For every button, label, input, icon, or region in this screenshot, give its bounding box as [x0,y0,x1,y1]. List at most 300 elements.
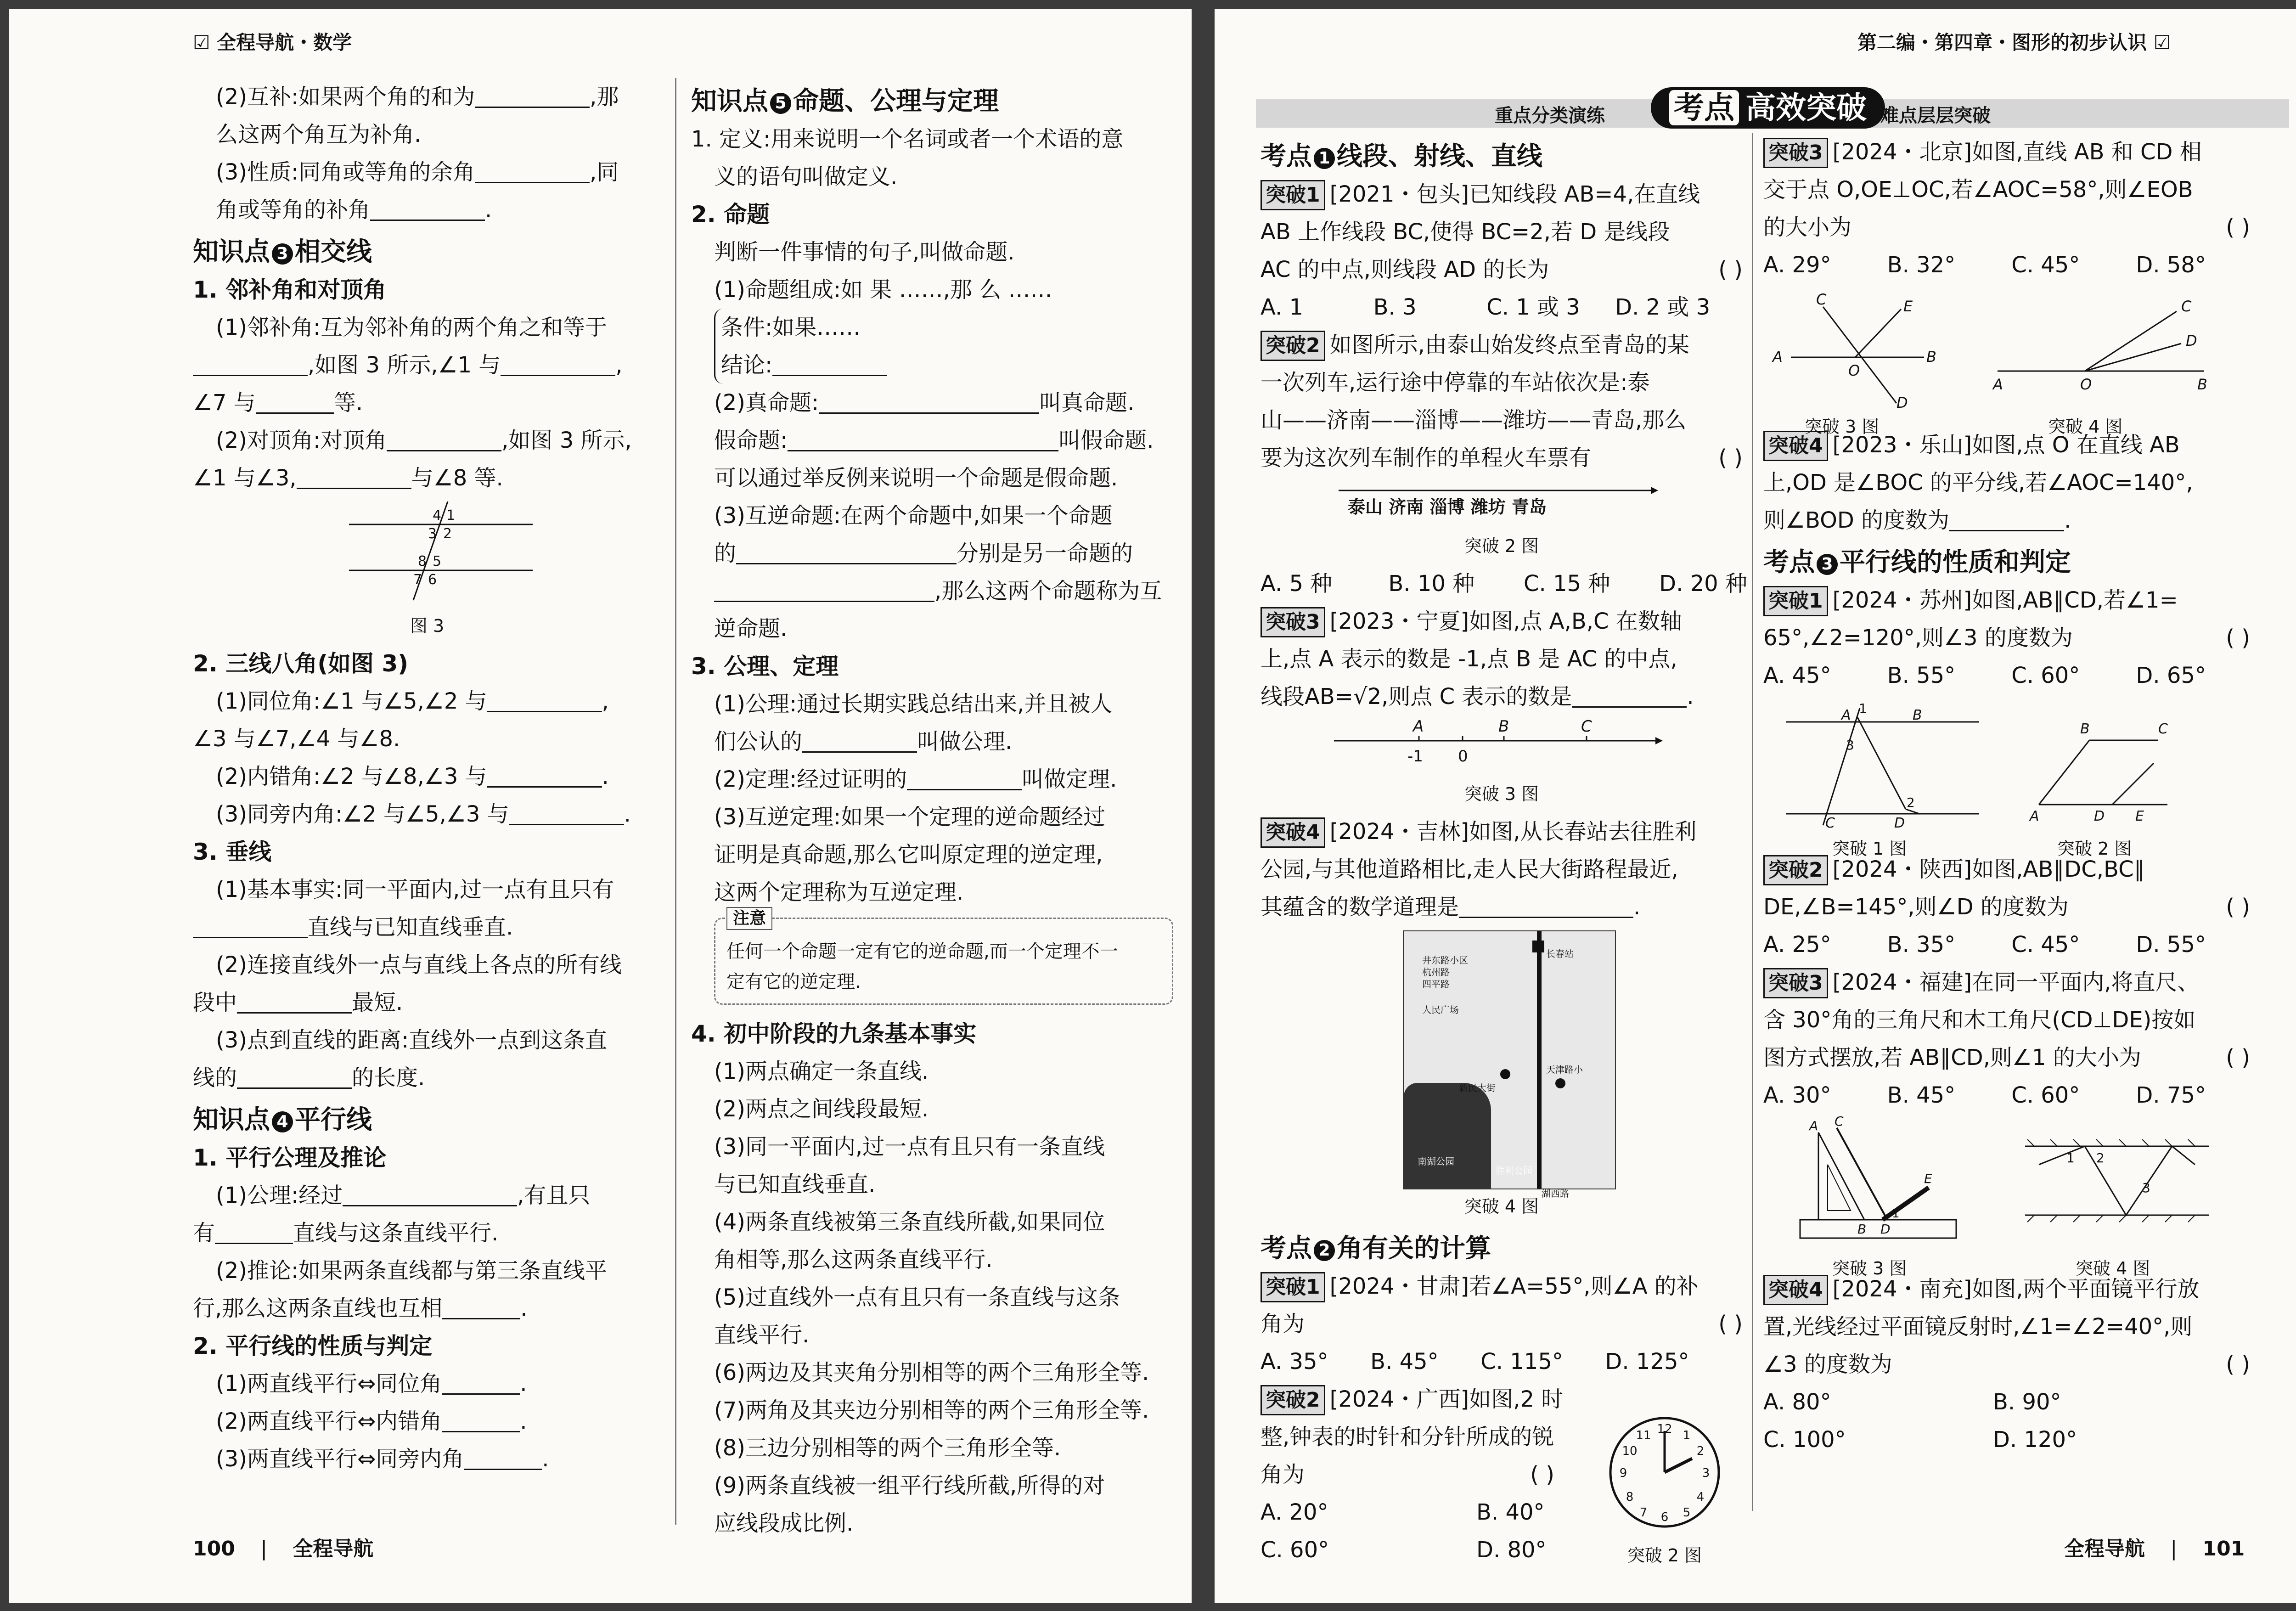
svg-text:9: 9 [1619,1466,1627,1480]
text-line: [2024・广西]如图,2 时 [1329,1386,1564,1412]
text-line: ,如图 3 所示, [501,428,632,453]
svg-text:0: 0 [1458,747,1468,766]
text-line: 逆命题. [714,616,788,642]
text-line: [2024・苏州]如图,AB∥CD,若∠1= [1832,587,2178,613]
text-line: 置,光线经过平面镜反射时,∠1=∠2=40°,则 [1763,1314,2193,1340]
text-line: 直线与已知直线垂直. [308,914,513,940]
svg-text:5: 5 [433,553,442,569]
section-heading-kp4 [193,1101,661,1139]
answer-blank [193,352,308,376]
text-line: ,同 [590,159,619,185]
page-number: 100 [193,1537,235,1560]
text-line: [2024・福建]在同一平面内,将直尺、 [1832,969,2200,995]
text-line: 么这两个角互为补角. [216,122,422,147]
answer-blank [487,763,602,788]
text-line: 交于点 O,OE⊥OC,若∠AOC=58°,则∠EOB [1763,177,2193,203]
options: A. 35° B. 45° C. 115° D. 125° [1261,1349,1689,1374]
text-line: ,如图 3 所示,∠1 与 [308,352,501,378]
brace-block [714,309,1173,384]
text-line: 一次列车,运行途中停靠的车站依次是:泰 [1261,370,1650,395]
text-line: 65°,∠2=120°,则∠3 的度数为 [1763,625,2073,651]
problem-tag: 突破2 [1763,855,1828,885]
subheading: 3. 公理、定理 [691,653,839,680]
section-heading-kp3 [193,233,661,271]
text-line: (3)性质:同角或等角的余角 [216,159,475,185]
problem-tag: 突破1 [1261,1272,1325,1302]
text-line: 山——济南——淄博——潍坊——青岛,那么 [1261,407,1687,433]
station-label: 济南 [1389,497,1424,517]
svg-text:8: 8 [1626,1490,1634,1504]
svg-text:A: A [1809,1118,1818,1133]
text-line: 判断一件事情的句子,叫做命题. [714,239,1015,265]
station-label: 淄博 [1429,497,1465,517]
svg-text:6: 6 [428,572,437,588]
answer-blank [714,578,934,602]
svg-text:C: C [1835,1114,1844,1129]
answer-paren: ( ) [2226,625,2250,651]
options: A. 5 种 B. 10 种 C. 15 种 D. 20 种 [1261,571,1747,597]
section-banner [1256,83,2289,133]
text-line: (3)两直线平行⇔同旁内角 [216,1446,464,1472]
section-heading-kd1 [1261,138,1743,175]
footer-title: 全程导航 [2064,1537,2145,1560]
option: C. 100° [1763,1427,1846,1453]
svg-text:7: 7 [413,572,422,588]
svg-text:C: C [2158,721,2168,737]
answer-blank [237,1065,352,1089]
options: A. 29° B. 32° C. 45° D. 58° [1763,252,2206,278]
main-street [1537,931,1542,1189]
kp-number: 5 [770,93,791,114]
text-line: 行,那么这两条直线也互相 [193,1296,443,1321]
answer-blank [297,465,411,489]
text-line: ∠3 的度数为 [1763,1352,1892,1377]
answer-blank [256,389,334,414]
text-line: 这两个定理称为互逆定理. [714,879,964,905]
text-line: [2023・乐山]如图,点 O 在直线 AB [1832,432,2180,458]
left-column-2 [691,78,1173,1542]
right-running-header [1857,28,2171,55]
station-label: 泰山 [1348,497,1383,517]
number-line-diagram [1334,715,1665,775]
text-line: [2024・南充]如图,两个平面镜平行放 [1832,1276,2200,1302]
map-label: 南湖公园 [1418,1156,1454,1167]
r3-r4-figures [1763,284,2250,437]
text-line: (5)过直线外一点有且只有一条直线与这条 [714,1284,1120,1310]
svg-text:C: C [1816,291,1827,308]
text-line: ,有且只 [517,1183,591,1208]
text-line: (3)互逆定理:如果一个定理的逆命题经过 [714,804,1106,830]
problem-tag: 突破2 [1261,331,1325,361]
text-line: (2)内错角:∠2 与∠8,∠3 与 [216,764,487,789]
text-line: ,那么这两个命题称为互 [934,578,1162,604]
text-line: (1)两直线平行⇔同位角 [216,1371,442,1397]
subheading: 3. 垂线 [193,839,272,865]
footer-title: 全程导航 [293,1537,374,1560]
text-line: (3)同一平面内,过一点有且只有一条直线 [714,1134,1105,1160]
kd-label: 考点 [1763,547,1815,577]
subheading: 2. 三线八角(如图 3) [193,650,409,677]
svg-text:B: B [2197,376,2207,393]
answer-blank [442,1370,520,1395]
options: A. 45° B. 55° C. 60° D. 65° [1763,663,2206,688]
text-line: 如图所示,由泰山始发终点至青岛的某 [1329,332,1689,358]
answer-blank [1572,683,1687,708]
svg-text:10: 10 [1622,1444,1638,1458]
answer-blank [907,766,1022,790]
text-line: 分别是另一命题的 [957,541,1133,566]
kd-label: 考点 [1261,141,1312,171]
problem-tag: 突破4 [1763,431,1828,461]
figure-caption: 突破 2 图 [1464,536,1539,556]
text-line: 叫假命题. [1058,428,1154,453]
city-map-figure [1261,930,1743,1199]
text-line: (1)邻补角:互为邻补角的两个角之和等于 [216,315,608,340]
text-line: 其蕴含的数学道理是 [1261,894,1459,920]
kd-title: 线段、射线、直线 [1337,141,1542,171]
text-line: ,那 [590,84,619,110]
text-line: 叫真命题. [1039,390,1135,416]
answer-paren: ( ) [1718,445,1743,471]
text-line: (2)推论:如果两条直线都与第三条直线平 [216,1258,608,1284]
answer-blank [442,1295,520,1319]
figure-caption: 突破 3 图 [1832,1258,1907,1279]
train-route-figure [1261,477,1743,527]
answer-paren: ( ) [2226,1045,2250,1070]
text-line: (1)公理:通过长期实践总结出来,并且被人 [714,691,1113,717]
answer-blank [343,1182,517,1206]
text-line: 公园,与其他道路相比,走人民大街路程最近, [1261,856,1678,882]
subheading: 1. 邻补角和对顶角 [193,276,387,303]
svg-text:1: 1 [1859,701,1867,716]
map-pin-icon [1500,1069,1510,1079]
problem-tag: 突破2 [1261,1385,1325,1415]
option: D. 120° [1993,1427,2077,1453]
answer-blank [736,540,957,564]
text-line: (6)两边及其夹角分别相等的两个三角形全等. [714,1360,1149,1386]
kd-number: 2 [1314,1240,1335,1261]
map-label: 长春站 [1546,948,1574,959]
text-line: 叫做定理. [1022,766,1117,792]
map-labels [1422,954,1468,1016]
text-line: 应线段成比例. [714,1510,854,1536]
kp-label: 知识点 [691,86,768,116]
left-page [9,9,1192,1603]
map-label: 新民大街 [1459,1082,1496,1093]
svg-text:B: B [1926,348,1936,366]
text-line: 有 [193,1220,215,1246]
svg-text:B: B [1913,707,1922,723]
answer-blank [501,352,615,376]
svg-text:2: 2 [1696,1444,1705,1458]
intersecting-lines-diagram [1773,288,1938,411]
answer-blank [387,427,501,451]
text-line: 等. [333,390,363,416]
banner-title [1651,87,1885,129]
answer-paren: ( ) [1530,1462,1554,1487]
banner-key: 考点 [1669,90,1739,125]
problem-tag: 突破1 [1261,180,1325,210]
problem-tag: 突破3 [1261,607,1325,637]
svg-text:D: D [2186,332,2197,349]
option: B. 90° [1993,1389,2061,1415]
note-text: 任何一个命题一定有它的逆命题,而一个定理不一 [726,941,1118,962]
option: A. 20° [1261,1499,1328,1525]
svg-text:A: A [1841,707,1851,723]
clock-icon [1605,1413,1724,1532]
svg-text:D: D [2094,808,2105,824]
s1-s2-figures [1763,694,2250,859]
left-running-header [193,28,352,55]
answer-blank [509,801,624,825]
svg-text:3: 3 [428,526,437,542]
svg-text:1: 1 [1892,1207,1900,1221]
answer-paren: ( ) [2226,894,2250,920]
station-marker-icon [1532,941,1544,952]
text-line: 的长度. [352,1065,425,1091]
answer-blank [237,989,352,1014]
svg-text:2: 2 [443,526,452,542]
text-line: ∠1 与∠3, [193,465,297,491]
checkbox-icon: ☑ [193,31,210,54]
figure-caption: 突破 4 图 [1464,1196,1539,1217]
map-label: 井东路小区 [1422,955,1468,966]
banner-right-text: 难点层层突破 [1880,105,1991,126]
checkbox-icon: ☑ [2153,31,2171,54]
subheading: 2. 平行线的性质与判定 [193,1333,433,1359]
text-line: (1)命题组成:如 果 ……,那 么 …… [714,277,1052,303]
kp-label: 知识点 [193,1105,270,1135]
svg-text:3: 3 [1846,738,1854,753]
text-line: [2024・甘肃]若∠A=55°,则∠A 的补 [1329,1273,1699,1299]
map-label: 人民广场 [1422,1004,1459,1015]
text-line: 结论: [721,352,773,378]
section-heading-kp5 [691,83,1173,120]
svg-text:12: 12 [1657,1422,1672,1436]
text-line: 含 30°角的三角尺和木工角尺(CD⊥DE)按如 [1763,1007,2196,1033]
text-line: ∠3 与∠7,∠4 与∠8. [193,726,400,752]
answer-blank [802,728,917,753]
text-line: 上,OD 是∠BOC 的平分线,若∠AOC=140°, [1763,470,2193,496]
text-line: [2023・宁夏]如图,点 A,B,C 在数轴 [1329,608,1682,634]
left-footer: 100 | 全程导航 [193,1537,374,1560]
note-text: 定有它的逆定理. [726,971,861,992]
svg-text:-1: -1 [1407,747,1423,766]
problem-tag: 突破4 [1261,817,1325,848]
svg-text:D: D [1880,1222,1891,1237]
options: A. 30° B. 45° C. 60° D. 75° [1763,1082,2206,1108]
text-line: (2)互补:如果两个角的和为 [216,84,475,110]
kd-title: 角有关的计算 [1337,1234,1491,1263]
answer-blank [788,427,1058,451]
city-map [1403,930,1616,1199]
svg-text:D: D [1896,394,1908,411]
kd-number: 1 [1314,148,1335,169]
svg-text:A: A [1413,717,1424,736]
note-tag: 注意 [726,907,772,930]
answer-blank [1459,894,1633,918]
map-label: 杭州路 [1422,967,1450,978]
right-column-2: 突破3 [2024・北京]如图,直线 AB 和 CD 相 交于点 O,OE⊥OC,若∠AOC=58°,则∠EOB 的大小为 ( ) A. 29° B. 32° C. 45° D. 58° A B C D E O A B O C D 突破 3 图 突破 4 图 突破4 [2023・乐山]如图,点 O 在直线 AB 上,OD 是∠BOC 的平分线,若∠AOC=140°, 则∠BOD 的度数为 . 考点 3 平行线的性质和判定 突破1 [2024・苏州]如图,AB∥CD,若∠1= 65°,∠2=120°,则∠3 的度数为 ( ) A. 45° B. 55° C. 60° D. 65° A B C D 1 3 2 B C A D E 突破 1 图 突破 2 图 突破2 [2024・陕西]如图,AB∥DC,BC∥ DE,∠B=145°,则∠D 的度数为 ( ) A. 25° B. 35° C. 45° D. 55° 突破3 [2024・福建]在同一平面内,将直尺、 含 30°角的三角尺和木工角尺(CD⊥DE)按如 图方式摆放,若 AB∥CD,则∠1 的大小为 ( ) A. 30° B. 45° C. 60° D. 75° A C B D E 1 1 2 3 突破 3 图 突破 4 图 突破4 [2024・南充]如图,两个平面镜平行放 置,光线经过平面镜反射时,∠1=∠2=40°,则 ∠3 的度数为 ( ) A. 80° B. 90° C. 100° D. 120° [1763,133,2250,1459]
text-line: (7)两角及其夹边分别相等的两个三角形全等. [714,1397,1149,1423]
text-line: 上,点 A 表示的数是 -1,点 B 是 AC 的中点, [1261,646,1677,672]
text-line: [2024・吉林]如图,从长春站去往胜利 [1329,819,1697,845]
subheading: 4. 初中阶段的九条基本事实 [691,1020,977,1047]
text-line: (9)两条直线被一组平行线所截,所得的对 [714,1473,1105,1498]
ruler-triangle-diagram [1791,1114,1965,1247]
text-line: 证明是真命题,那么它叫原定理的逆定理, [714,842,1103,867]
text-line: 1. 定义:用来说明一个名词或者一个术语的意 [691,126,1124,152]
svg-text:C: C [2181,298,2192,315]
section-heading-kd2 [1261,1230,1743,1267]
map-label: 四平路 [1422,979,1450,990]
svg-text:4: 4 [1696,1490,1705,1504]
kd-number: 3 [1817,554,1838,575]
svg-text:A: A [1773,348,1783,366]
svg-text:C: C [1825,815,1835,831]
text-line: [2024・北京]如图,直线 AB 和 CD 相 [1832,139,2202,165]
svg-text:B: B [1498,717,1509,736]
parallel-mirrors-diagram [2020,1123,2213,1243]
options: A. 1 B. 3 C. 1 或 3 D. 2 或 3 [1261,294,1711,320]
subheading: 1. 平行公理及推论 [193,1144,387,1171]
clock-problem [1261,1380,1743,1569]
map-label: 天津路小 [1546,1064,1583,1075]
column-divider [675,78,676,1525]
text-line: 角或等角的补角 [216,197,371,223]
svg-text:1: 1 [446,507,456,524]
number-line-figure [1261,715,1743,775]
parallel-lines-triangle-diagram [1782,699,1984,831]
text-line: 则∠BOD 的度数为 [1763,507,1950,533]
text-line: ∠7 与 [193,390,256,416]
station-label: 潍坊 [1470,497,1506,517]
section-heading-kd3 [1763,544,2250,581]
right-column-1: 考点 1 线段、射线、直线 突破1 [2021・包头]已知线段 AB=4,在直线 AB 上作线段 BC,使得 BC=2,若 D 是线段 AC 的中点,则线段 AD 的长为 ( ) A. 1 B. 3 C. 1 或 3 D. 2 或 3 突破2 如图所示,由泰山始发终点至青岛的某 一次列车,运行途中停靠的车站依次是:泰 山——济南——淄博——潍坊——青岛,那么 要为这次列车制作的单程火车票有 ( ) 泰山 济南 淄博 潍坊 青岛 突破 2 图 A. 5 种 B. 10 种 C. 15 种 D. 20 种 突破3 [2023・宁夏]如图,点 A,B,C 在数轴 上,点 A 表示的数是 -1,点 B 是 AC 的中点, 线段AB=√2,则点 C 表示的数是 . A B C -1 0 突破 3 图 突破4 [2024・吉林]如图,从长春站去往胜利 公园,与其他道路相比,走人民大街路程最近, 其蕴含的数学道理是 . 井东路小区 杭州路 四平路 人民广场 长春站 天津路小 胜利公园 南湖公园 湖西路 新民大街 突破 4 图 考点 2 角有关的计算 突破1 [2024・甘肃]若∠A=55°,则∠A 的补 角为 ( ) A. 35° B. 45° C. 115° D. 125° 突破2 [2024・广西]如图,2 时 整,钟表的时针和分针所成的锐 角为 ( ) A. 20° B. 40° C. 60° D. 80° 12 3 6 9 1 2 4 5 7 8 10 11 突破 2 图 [1261,133,1743,1569]
answer-blank [475,84,590,108]
problem-tag: 突破1 [1763,586,1828,616]
text-line: (1)同位角:∠1 与∠5,∠2 与 [216,688,487,714]
kp-title: 相交线 [295,237,372,267]
map-label: 湖西路 [1542,1188,1569,1199]
left-column-1: (2)互补:如果两个角的和为 ,那 么这两个角互为补角. (3)性质:同角或等角的余角 ,同 角或等角的补角 . 知识点 3 相交线 1. 邻补角和对顶角 (1)邻补角:互为邻补角的两个角之和等于 ,如图 3 所示,∠1 与 , ∠7 与 等. (2)对顶角:对顶角 ,如图 3 所示, ∠1 与∠3, 与∠8 等. 4 1 3 2 8 5 7 6 图 3 2. 三线八角(如图 3) (1)同位角:∠1 与∠5,∠2 与 , ∠3 与∠7,∠4 与∠8. (2)内错角:∠2 与∠8,∠3 与 . (3)同旁内角:∠2 与∠5,∠3 与 . 3. 垂线 (1)基本事实:同一平面内,过一点有且只有 直线与已知直线垂直. (2)连接直线外一点与直线上各点的所有线 段中 最短. (3)点到直线的距离:直线外一点到这条直 线的 的长度. 知识点 4 平行线 1. 平行公理及推论 (1)公理:经过 ,有且只 有 直线与这条直线平行. (2)推论:如果两条直线都与第三条直线平 行,那么这两条直线也互相 . 2. 平行线的性质与判定 (1)两直线平行⇔同位角 . (2)两直线平行⇔内错角 . (3)两直线平行⇔同旁内角 . [193,78,661,1478]
answer-blank [475,159,590,183]
options: A. 25° B. 35° C. 45° D. 55° [1763,932,2206,958]
text-line: (1)两点确定一条直线. [714,1059,929,1084]
text-line: 线段AB=√2,则点 C 表示的数是 [1261,684,1572,710]
note-box [714,909,1173,1005]
s3-s4-figures [1763,1114,2250,1279]
text-line: 们公认的 [714,729,803,755]
kp-label: 知识点 [193,237,270,267]
right-footer: 全程导航 | 101 [2064,1537,2245,1560]
answer-blank [772,352,887,376]
text-line: 条件:如果…… [721,315,861,340]
svg-text:7: 7 [1639,1506,1648,1520]
answer-blank [215,1220,293,1244]
kp-number: 4 [272,1111,293,1132]
problem-tag: 突破4 [1763,1275,1828,1305]
text-line: 角相等,那么这两条直线平行. [714,1247,993,1273]
svg-text:3: 3 [2142,1180,2150,1195]
answer-blank [193,914,308,938]
svg-text:O: O [1848,362,1860,379]
svg-text:B: B [1857,1222,1867,1237]
text-line: (2)对顶角:对顶角 [216,428,387,453]
station-label: 青岛 [1512,497,1547,517]
text-line: 直线平行. [714,1322,810,1348]
text-line: 最短. [352,990,403,1015]
text-line: [2021・包头]已知线段 AB=4,在直线 [1329,181,1700,207]
text-line: 与∠8 等. [411,465,503,491]
answer-blank [464,1446,542,1470]
kd-label: 考点 [1261,1234,1312,1263]
problem-tag: 突破3 [1763,968,1828,998]
kd-title: 平行线的性质和判定 [1840,547,2071,577]
svg-text:A: A [2030,808,2039,824]
answer-paren: ( ) [1718,1311,1743,1337]
text-line: 角为 [1261,1311,1305,1337]
figure-caption: 突破 4 图 [2048,417,2123,437]
text-line: (2)两点之间线段最短. [714,1096,929,1122]
svg-text:2: 2 [2096,1150,2105,1166]
subheading: 2. 命题 [691,201,770,228]
figure-caption: 突破 2 图 [2057,839,2132,859]
svg-text:1: 1 [2066,1150,2075,1166]
figure-caption: 突破 4 图 [2076,1258,2150,1279]
text-line: (3)同旁内角:∠2 与∠5,∠3 与 [216,801,509,827]
svg-text:O: O [2080,376,2092,393]
svg-text:B: B [2080,721,2090,737]
text-line: 段中 [193,990,237,1015]
option: D. 80° [1476,1537,1547,1563]
kp-number: 3 [272,243,293,265]
map-pin-icon [1555,1078,1565,1088]
three-lines-eight-angles-diagram [349,501,533,603]
text-line: 整,钟表的时针和分针所成的锐 [1261,1424,1554,1450]
text-line: (3)互逆命题:在两个命题中,如果一个命题 [714,503,1113,529]
svg-text:2: 2 [1907,795,1915,810]
angle-bisector-diagram [1984,288,2213,408]
svg-text:D: D [1894,815,1905,831]
svg-text:C: C [1581,717,1592,736]
text-line: 直线与这条直线平行. [293,1220,499,1246]
svg-text:6: 6 [1660,1510,1669,1524]
answer-paren: ( ) [1718,257,1743,282]
svg-text:4: 4 [433,507,442,524]
number-line-labels [1412,717,1592,736]
text-line: (8)三边分别相等的两个三角形全等. [714,1435,1061,1461]
svg-text:E: E [1924,1171,1932,1186]
answer-paren: ( ) [2226,214,2250,240]
svg-text:E: E [2135,808,2144,824]
banner-main-text: 高效突破 [1745,90,1867,125]
figure-caption: 图 3 [410,616,445,636]
problem-tag: 突破3 [1763,138,1828,168]
text-line: DE,∠B=145°,则∠D 的度数为 [1763,894,2069,920]
svg-text:5: 5 [1683,1506,1691,1520]
answer-blank [442,1408,520,1432]
text-line: 角为 [1261,1462,1305,1487]
kp-title: 平行线 [295,1105,372,1135]
page-number: 101 [2202,1537,2245,1560]
text-line: 可以通过举反例来说明一个命题是假命题. [714,465,1118,491]
text-line: 假命题: [714,428,788,453]
svg-text:1: 1 [1683,1429,1691,1442]
option: A. 80° [1763,1389,1831,1415]
text-line: (2)两直线平行⇔内错角 [216,1408,442,1434]
map-label: 胜利公园 [1496,1165,1532,1176]
